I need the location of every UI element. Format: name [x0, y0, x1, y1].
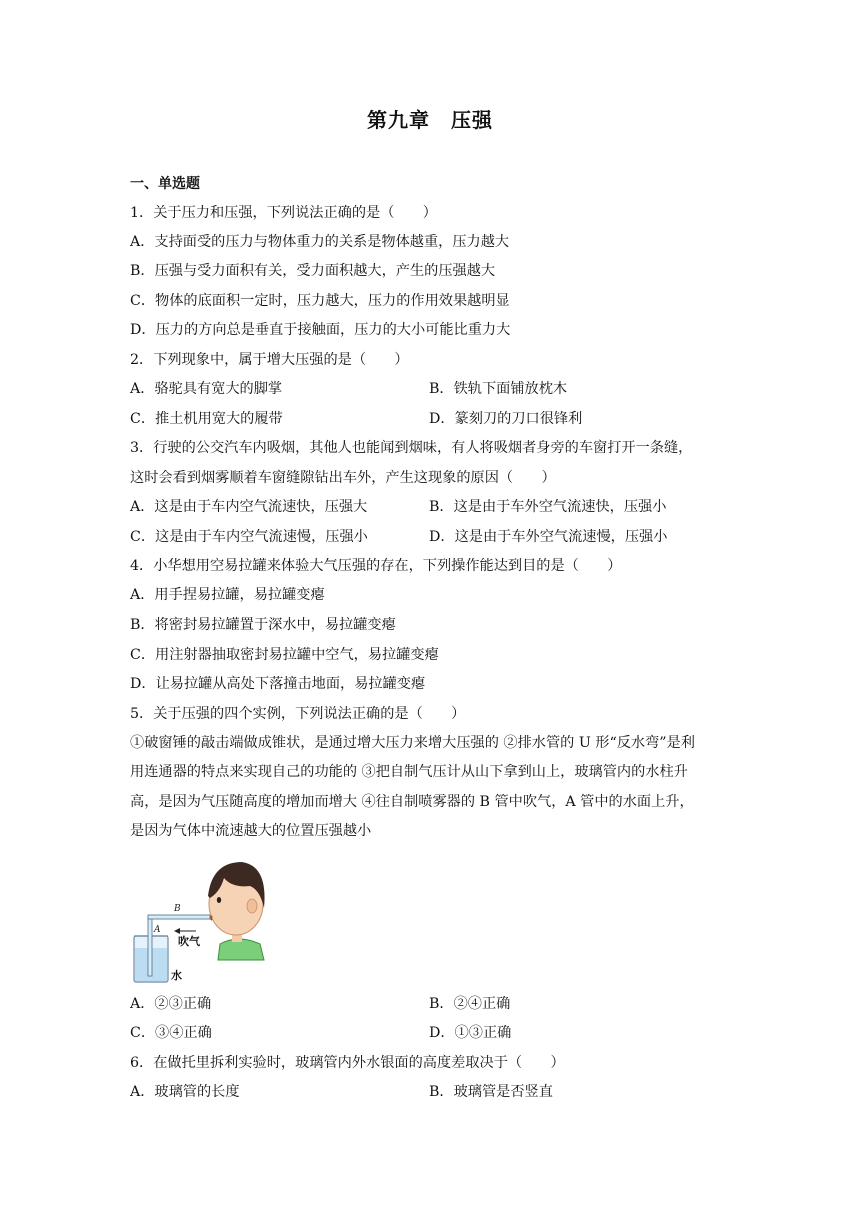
q5-option-c: C．③④正确: [130, 1025, 212, 1041]
page-title: 第九章 压强: [367, 108, 493, 132]
q3-option-b: B．这是由于车外空气流速快，压强小: [429, 499, 667, 515]
q2-option-b: B．铁轨下面铺放枕木: [429, 381, 568, 397]
q4-option-a: A．用手捏易拉罐，易拉罐变瘪: [130, 587, 325, 603]
q3-stem-line1: 3．行驶的公交汽车内吸烟，其他人也能闻到烟味，有人将吸烟者身旁的车窗打开一条缝，: [130, 440, 693, 456]
q2-option-c: C．推土机用宽大的履带: [130, 411, 283, 427]
q4-stem: 4．小华想用空易拉罐来体验大气压强的存在，下列操作能达到目的是（ ）: [130, 558, 622, 574]
tube-b-icon: [148, 915, 210, 919]
q2-option-a: A．骆驼具有宽大的脚掌: [130, 381, 283, 397]
q2-option-d: D．篆刻刀的刀口很锋利: [429, 411, 583, 427]
q1-option-b: B．压强与受力面积有关，受力面积越大，产生的压强越大: [130, 263, 496, 279]
q5-figure-blowing-illustration: [128, 848, 268, 988]
q5-stem: 5．关于压强的四个实例，下列说法正确的是（ ）: [130, 706, 466, 722]
figure-label-b: B: [174, 904, 181, 914]
q2-stem: 2．下列现象中，属于增大压强的是（ ）: [130, 352, 409, 368]
q3-stem-line2: 这时会看到烟雾顺着车窗缝隙钻出车外，产生这现象的原因（ ）: [130, 470, 556, 486]
q6-option-a: A．玻璃管的长度: [130, 1084, 240, 1100]
q5-option-a: A．②③正确: [130, 996, 212, 1012]
q3-option-c: C．这是由于车内空气流速慢，压强小: [130, 529, 368, 545]
q1-option-c: C．物体的底面积一定时，压力越大，压力的作用效果越明显: [130, 293, 510, 309]
q4-option-c: C．用注射器抽取密封易拉罐中空气，易拉罐变瘪: [130, 647, 439, 663]
q5-statement-line3: 高，是因为气压随高度的增加而增大 ④往自制喷雾器的 B 管中吹气，A 管中的水面上升，: [130, 794, 694, 810]
q5-statement-line4: 是因为气体中流速越大的位置压强越小: [130, 823, 372, 839]
q1-option-a: A．支持面受的压力与物体重力的关系是物体越重，压力越大: [130, 234, 510, 250]
q5-option-b: B．②④正确: [429, 996, 511, 1012]
figure-label-a: A: [154, 925, 161, 935]
blow-arrow-icon: [174, 928, 196, 934]
q5-option-d: D．①③正确: [429, 1025, 512, 1041]
tube-a-icon: [148, 918, 152, 976]
boy-icon: [208, 862, 265, 960]
q4-option-b: B．将密封易拉罐置于深水中，易拉罐变瘪: [130, 617, 396, 633]
figure-label-blow: 吹气: [178, 935, 200, 948]
q6-stem: 6．在做托里拆利实验时，玻璃管内外水银面的高度差取决于（ ）: [130, 1055, 565, 1071]
q3-option-a: A．这是由于车内空气流速快，压强大: [130, 499, 368, 515]
q5-statement-line1: ①破窗锤的敲击端做成锥状，是通过增大压力来增大压强的 ②排水管的 U 形“反水弯”是利: [130, 735, 695, 751]
q4-option-d: D．让易拉罐从高处下落撞击地面，易拉罐变瘪: [130, 676, 426, 692]
q6-option-b: B．玻璃管是否竖直: [429, 1084, 553, 1100]
q1-stem: 1．关于压力和压强，下列说法正确的是（ ）: [130, 205, 437, 221]
figure-label-water: 水: [171, 969, 182, 982]
q1-option-d: D．压力的方向总是垂直于接触面，压力的大小可能比重力大: [130, 322, 511, 338]
q5-statement-line2: 用连通器的特点来实现自己的功能的 ③把自制气压计从山下拿到山上，玻璃管内的水柱升: [130, 764, 688, 780]
q3-option-d: D．这是由于车外空气流速慢，压强小: [429, 529, 668, 545]
section-heading: 一、单选题: [130, 176, 200, 192]
